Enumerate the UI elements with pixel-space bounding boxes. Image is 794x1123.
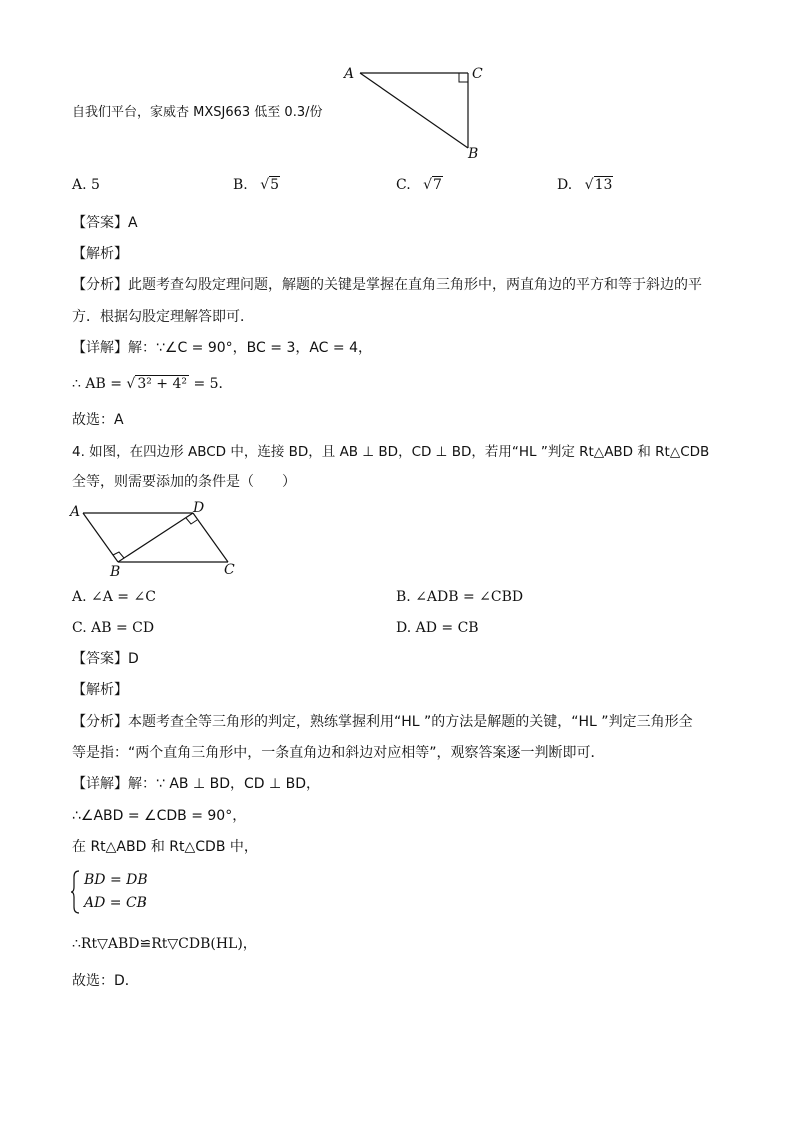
q4-label-b: B xyxy=(110,564,121,580)
q4-answer: 【答案】D xyxy=(72,651,139,667)
q4-option-a: A. ∠A = ∠C xyxy=(72,589,156,605)
q3-side-ab xyxy=(360,73,468,148)
q3-option-b-root: √5 xyxy=(260,177,280,193)
q3-triangle-figure xyxy=(340,60,500,165)
q3-detail-line1: 【详解】解：∵∠C = 90°，BC = 3，AC = 4， xyxy=(72,340,372,356)
q4-stem-line2: 全等，则需要添加的条件是（ ） xyxy=(72,474,296,490)
q4-detail-line1: 【详解】解：∵ AB ⊥ BD，CD ⊥ BD， xyxy=(72,776,321,792)
q3-detail-line2 xyxy=(72,375,233,393)
q3-option-a: A. 5 xyxy=(72,177,100,193)
q3-detail-line2-radicand: 3² + 4² xyxy=(137,376,187,392)
q3-analysis-label: 【解析】 xyxy=(72,246,128,262)
q3-option-c-radicand: 7 xyxy=(433,177,442,193)
q3-fenxi-line1: 【分析】此题考查勾股定理问题，解题的关键是掌握在直角三角形中，两直角边的平方和等于斜边的平 xyxy=(72,277,702,293)
q4-detail-line2: ∴∠ABD = ∠CDB = 90°， xyxy=(72,808,247,824)
q3-label-a: A xyxy=(344,66,355,82)
q4-fenxi-line2: 等是指：“两个直角三角形中，一条直角边和斜边对应相等”，观察答案逐一判断即可． xyxy=(72,745,605,761)
q3-option-c xyxy=(396,176,443,194)
q4-conclusion: ∴Rt▽ABD≌Rt▽CDB(HL)， xyxy=(72,936,257,952)
q3-label-b: B xyxy=(468,146,479,162)
q4-label-d: D xyxy=(193,500,205,516)
q3-detail-line2-prefix: ∴ AB = xyxy=(72,376,122,392)
q4-label-a: A xyxy=(70,504,81,520)
q3-label-c: C xyxy=(472,66,483,82)
q3-option-d-radicand: 13 xyxy=(594,177,613,193)
q4-option-b: B. ∠ADB = ∠CBD xyxy=(396,589,524,605)
q4-system-line2: AD = CB xyxy=(84,895,147,911)
q4-system-line1: BD = DB xyxy=(84,872,148,888)
q3-fenxi-line2: 方．根据勾股定理解答即可． xyxy=(72,309,254,325)
q4-fenxi-line1: 【分析】本题考查全等三角形的判定，熟练掌握利用“HL ”的方法是解题的关键，“HL ”判定三角形全 xyxy=(72,714,693,730)
q4-label-c: C xyxy=(224,562,235,578)
q4-system-comma: ， xyxy=(142,892,156,908)
q3-option-c-root: √7 xyxy=(423,177,442,193)
q4-analysis-label: 【解析】 xyxy=(72,682,128,698)
watermark-text: 自我们平台，家威杏 MXSJ663 低至 0.3/份 xyxy=(72,105,323,120)
q3-right-angle-mark xyxy=(459,73,468,82)
q4-quadrilateral-figure xyxy=(66,500,246,580)
q3-choose: 故选：A xyxy=(72,412,124,428)
q3-option-d-root: √13 xyxy=(584,177,613,193)
q3-option-b-radicand: 5 xyxy=(270,177,280,193)
q4-system-brace xyxy=(70,870,80,914)
q4-side-dc xyxy=(193,513,228,562)
q4-choose: 故选：D． xyxy=(72,973,139,989)
q3-option-b-prefix: B. xyxy=(233,177,248,193)
q3-option-b xyxy=(233,176,280,194)
q3-option-d xyxy=(557,176,613,194)
q3-answer: 【答案】A xyxy=(72,215,138,231)
q4-right-angle-mark-d xyxy=(186,518,197,524)
q3-detail-line2-root: √ 3² + 4² xyxy=(126,376,187,392)
q3-detail-line2-suffix: = 5． xyxy=(193,376,233,392)
q3-option-c-prefix: C. xyxy=(396,177,411,193)
q4-option-c: C. AB = CD xyxy=(72,620,155,636)
q4-side-ab xyxy=(83,513,118,562)
q3-option-d-prefix: D. xyxy=(557,177,573,193)
q4-option-d: D. AD = CB xyxy=(396,620,479,636)
q4-diagonal-bd xyxy=(118,513,193,562)
q4-stem-line1: 4. 如图，在四边形 ABCD 中，连接 BD，且 AB ⊥ BD，CD ⊥ BD，若用“HL ”判定 Rt△ABD 和 Rt△CDB xyxy=(72,444,710,460)
q4-detail-line3: 在 Rt△ABD 和 Rt△CDB 中， xyxy=(72,839,258,855)
